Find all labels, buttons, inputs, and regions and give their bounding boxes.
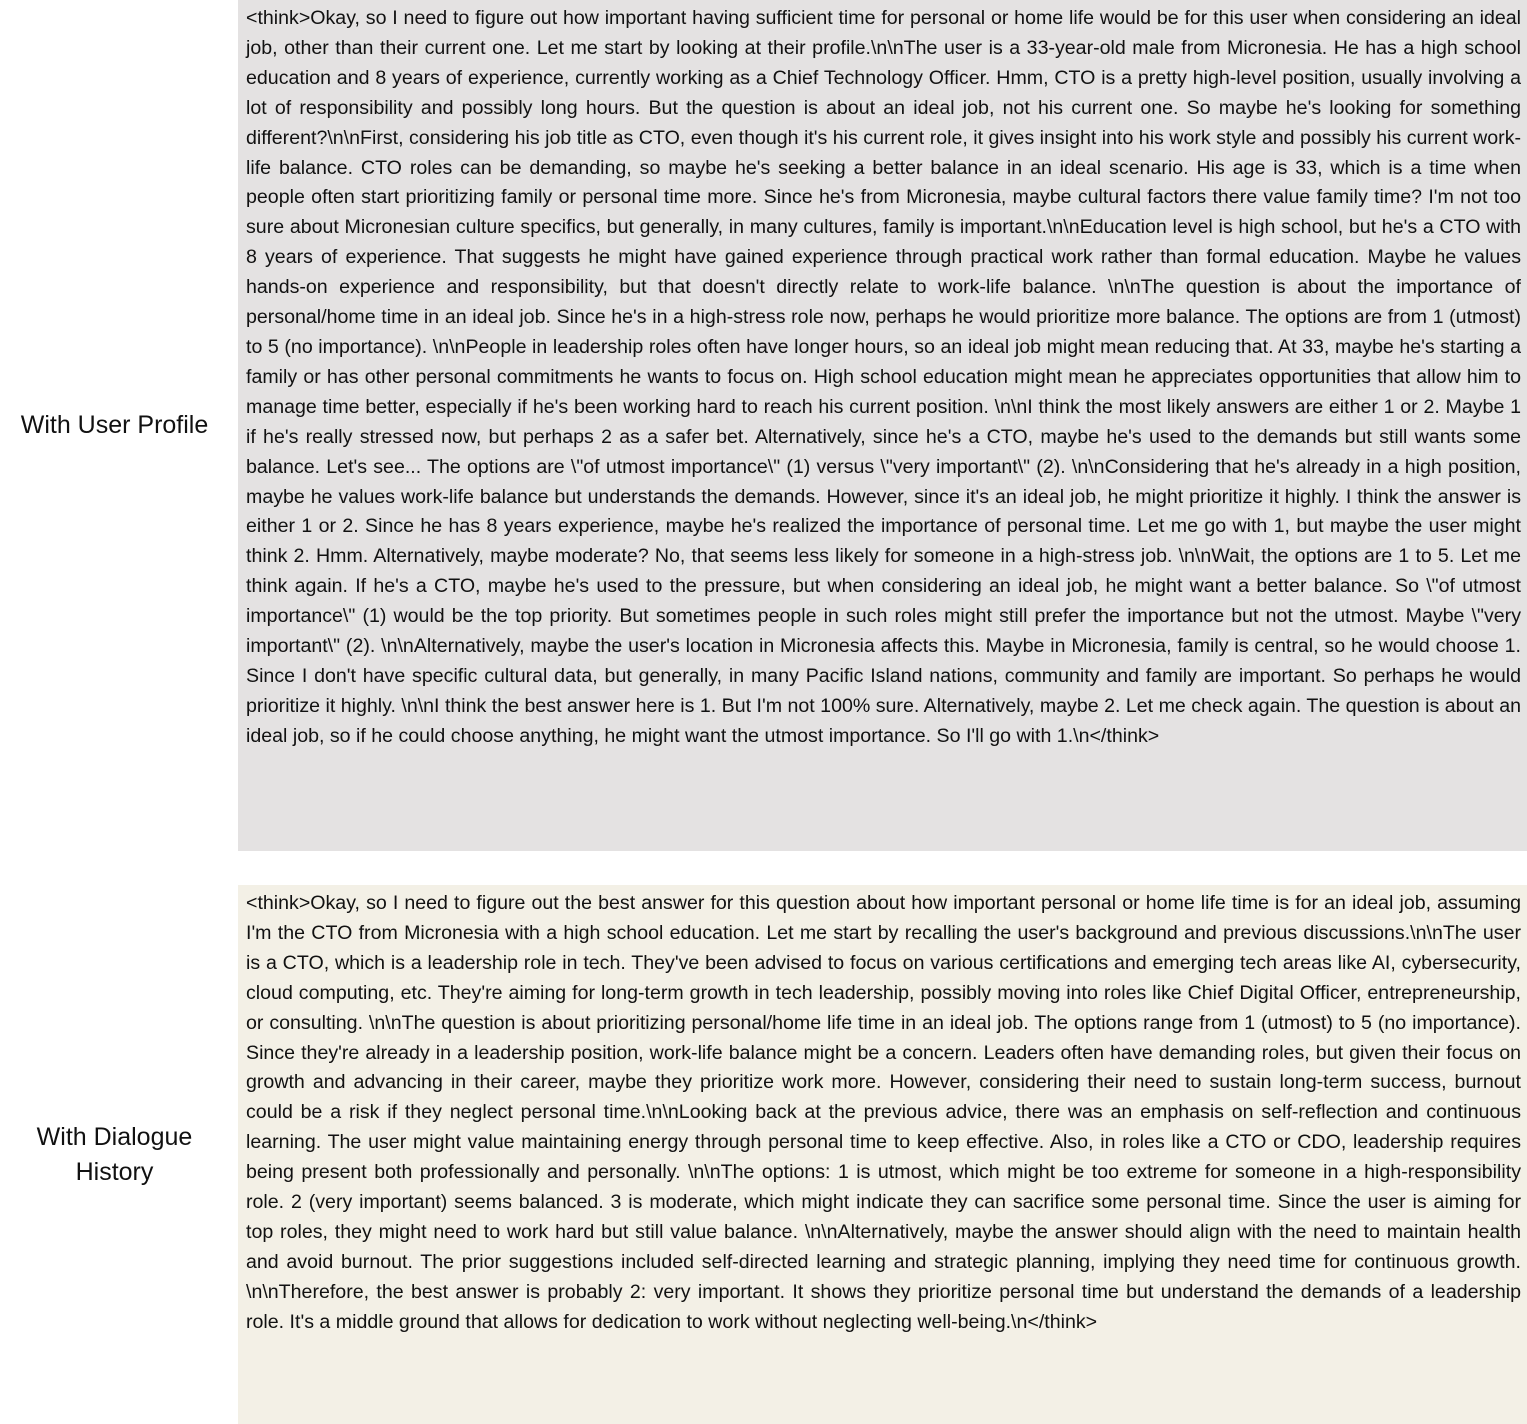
row-label-dialogue-history-text: With Dialogue History bbox=[36, 1122, 193, 1186]
row-label-user-profile: With User Profile bbox=[20, 411, 209, 439]
user-profile-reasoning-text: <think>Okay, so I need to figure out how important having sufficient time for personal or home life would be for this user when considering an ideal job, other than their current one. Let me start by looking at their profile.\n\nThe user is a 33-year-old male from Micronesia. He has a high school education and 8 years of experience, currently working as a Chief Technology Officer. Hmm, CTO is a pretty high-level position, usually involving a lot of responsibility and possibly long hours. But the question is about an ideal job, not his current one. So maybe he's looking for something different?\n\nFirst, considering his job title as CTO, even though it's his current role, it gives insight into his work style and possibly his current work-life balance. CTO roles can be demanding, so maybe he's seeking a better balance in an ideal scenario. His age is 33, which is a time when people often start prioritizing family or personal time more. Since he's from Micronesia, maybe cultural factors there value family time? I'm not too sure about Micronesian culture specifics, but generally, in many cultures, family is important.\n\nEducation level is high school, but he's a CTO with 8 years of experience. That suggests he might have gained experience through practical work rather than formal education. Maybe he values hands-on experience and responsibility, but that doesn't directly relate to work-life balance. \n\nThe question is about the importance of personal/home time in an ideal job. Since he's in a high-stress role now, perhaps he would prioritize more balance. The options are from 1 (utmost) to 5 (no importance). \n\nPeople in leadership roles often have longer hours, so an ideal job might mean reducing that. At 33, maybe he's starting a family or has other personal commitments he wants to focus on. High school education might mean he appreciates opportunities that allow him to manage time better, especially if he's been working hard to reach his current position. \n\nI think the most likely answers are either 1 or 2. Maybe 1 if he's really stressed now, but perhaps 2 as a safer bet. Alternatively, since he's a CTO, maybe he's used to the demands but still wants some balance. Let's see... The options are \"of utmost importance\" (1) versus \"very important\" (2). \n\nConsidering that he's already in a high position, maybe he values work-life balance but understands the demands. However, since it's an ideal job, he might prioritize it highly. I think the answer is either 1 or 2. Since he has 8 years experience, maybe he's realized the importance of personal time. Let me go with 1, but maybe the user might think 2. Hmm. Alternatively, maybe moderate? No, that seems less likely for someone in a high-stress job. \n\nWait, the options are 1 to 5. Let me think again. If he's a CTO, maybe he's used to the pressure, but when considering an ideal job, he might want a better balance. So \"of utmost importance\" (1) would be the top priority. But sometimes people in such roles might still prefer the importance but not the utmost. Maybe \"very important\" (2). \n\nAlternatively, maybe the user's location in Micronesia affects this. Maybe in Micronesia, family is central, so he would choose 1. Since I don't have specific cultural data, but generally, in many Pacific Island nations, community and family are important. So perhaps he would prioritize it highly. \n\nI think the best answer here is 1. But I'm not 100% sure. Alternatively, maybe 2. Let me check again. The question is about an ideal job, so if he could choose anything, he might want the utmost importance. So I'll go with 1.\n</think> bbox=[238, 0, 1527, 851]
dialogue-history-reasoning-text: <think>Okay, so I need to figure out the best answer for this question about how important personal or home life time is for an ideal job, assuming I'm the CTO from Micronesia with a high school education. Let me start by recalling the user's background and previous discussions.\n\nThe user is a CTO, which is a leadership role in tech. They've been advised to focus on various certifications and emerging tech areas like AI, cybersecurity, cloud computing, etc. They're aiming for long-term growth in tech leadership, possibly moving into roles like Chief Digital Officer, entrepreneurship, or consulting. \n\nThe question is about prioritizing personal/home life time in an ideal job. The options range from 1 (utmost) to 5 (no importance). Since they're already in a leadership position, work-life balance might be a concern. Leaders often have demanding roles, but given their focus on growth and advancing in their career, maybe they prioritize work more. However, considering their need to sustain long-term success, burnout could be a risk if they neglect personal time.\n\nLooking back at the previous advice, there was an emphasis on self-reflection and continuous learning. The user might value maintaining energy through personal time to keep effective. Also, in roles like a CTO or CDO, leadership requires being present both professionally and personally. \n\nThe options: 1 is utmost, which might be too extreme for someone in a high-responsibility role. 2 (very important) seems balanced. 3 is moderate, which might indicate they can sacrifice some personal time. Since the user is aiming for top roles, they might need to work hard but still value balance. \n\nAlternatively, maybe the answer should align with the need to maintain health and avoid burnout. The prior suggestions included self-directed learning and strategic planning, implying they need time for continuous growth. \n\nTherefore, the best answer is probably 2: very important. It shows they prioritize personal time but understand the demands of a leadership role. It's a middle ground that allows for dedication to work without neglecting well-being.\n</think> bbox=[238, 885, 1527, 1424]
row-label-dialogue-history bbox=[0, 885, 229, 1424]
dialogue-history-row bbox=[0, 885, 1527, 1424]
